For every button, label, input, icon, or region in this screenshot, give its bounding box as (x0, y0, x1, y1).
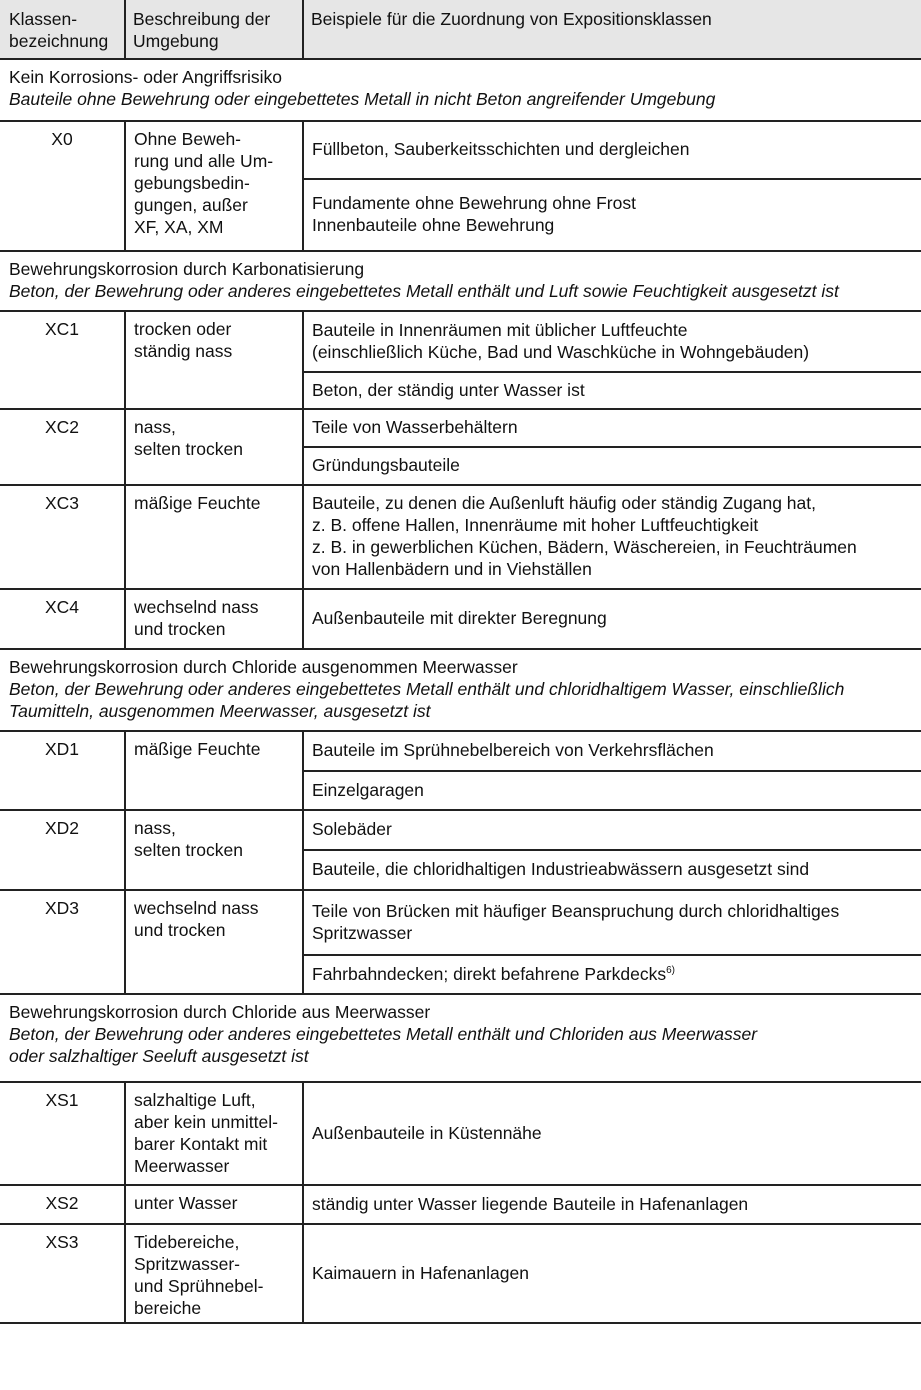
footnote-marker: 6) (666, 965, 676, 977)
header-divider (124, 0, 126, 58)
exposure-class-code: XC3 (44, 493, 80, 513)
exposure-class-code: XC2 (44, 417, 80, 437)
environment-description: wechselnd nass und trocken (134, 898, 259, 940)
example-divider (302, 446, 921, 448)
column-divider (302, 1223, 304, 1323)
example-text: Teile von Brücken mit häufiger Beanspruchung durch chloridhaltiges Spritzwasser (312, 901, 840, 943)
column-divider (302, 484, 304, 588)
exposure-class-code: XD2 (44, 818, 80, 838)
example-text: Außenbauteile in Küstennähe (312, 1123, 542, 1143)
section-title: Kein Korrosions- oder Angriffsrisiko (9, 67, 282, 87)
exposure-class-code: XD3 (44, 898, 80, 918)
example-text: Bauteile, die chloridhaltigen Industrieabwässern ausgesetzt sind (312, 859, 810, 879)
section-heading (9, 258, 914, 302)
section-separator (0, 250, 921, 252)
example-divider (302, 954, 921, 956)
environment-description: trocken oder ständig nass (134, 319, 233, 361)
header-divider (302, 0, 304, 58)
example-text: Bauteile in Innenräumen mit üblicher Luftfeuchte (einschließlich Küche, Bad und Waschküche in Wohngebäuden) (312, 320, 810, 362)
row-top-rule (0, 408, 921, 410)
section-heading (9, 656, 914, 722)
section-subtitle: Beton, der Bewehrung oder anderes eingebettetes Metall enthält und Luft sowie Feuchtigkeit ausgesetzt ist (9, 281, 839, 301)
exposure-class-code: XS3 (45, 1232, 79, 1252)
row-top-rule (0, 730, 921, 732)
row-top-rule (0, 889, 921, 891)
example-text: Bauteile, zu denen die Außenluft häufig oder ständig Zugang hat, z. B. offene Hallen, Innenräume mit hoher Luftfeuchtigkeit z. B. in gewerblichen Küchen, Bädern, Wäschereien, in Feuchträumen von Hallenbädern und in Viehställen (312, 493, 857, 579)
row-top-rule (0, 1184, 921, 1186)
column-divider (302, 588, 304, 648)
example-text: Beton, der ständig unter Wasser ist (312, 380, 585, 400)
environment-description: wechselnd nass und trocken (134, 597, 259, 639)
section-heading (9, 1001, 914, 1067)
column-divider (124, 484, 126, 588)
section-separator (0, 648, 921, 650)
example-divider (302, 849, 921, 851)
example-text: Außenbauteile mit direkter Beregnung (312, 608, 607, 628)
section-separator (0, 993, 921, 995)
column-divider (124, 588, 126, 648)
environment-description: Tidebereiche, Spritzwasser- und Sprühnebel- bereiche (134, 1232, 264, 1318)
column-divider (302, 310, 304, 408)
section-title: Bewehrungskorrosion durch Karbonatisierung (9, 259, 365, 279)
section-title: Bewehrungskorrosion durch Chloride aus Meerwasser (9, 1002, 431, 1022)
example-text: Fahrbahndecken; direkt befahrene Parkdecks$^{6)}$ (312, 964, 676, 984)
column-divider (124, 408, 126, 484)
table-bottom-rule (0, 1322, 921, 1324)
table-header (0, 0, 921, 60)
row-top-rule (0, 1223, 921, 1225)
section-title: Bewehrungskorrosion durch Chloride ausgenommen Meerwasser (9, 657, 518, 677)
column-divider (302, 120, 304, 250)
column-divider (302, 1081, 304, 1184)
environment-description: salzhaltige Luft, aber kein unmittel- barer Kontakt mit Meerwasser (134, 1090, 278, 1176)
example-text: Füllbeton, Sauberkeitsschichten und dergleichen (312, 139, 690, 159)
column-divider (124, 1223, 126, 1323)
section-subtitle: Beton, der Bewehrung oder anderes eingebettetes Metall enthält und chloridhaltigem Wasser, einschließlich Taumitteln, ausgenommen Meerwasser, ausgesetzt ist (9, 679, 845, 721)
column-divider (124, 120, 126, 250)
environment-description: mäßige Feuchte (134, 739, 261, 759)
environment-description: unter Wasser (134, 1193, 238, 1213)
row-top-rule (0, 588, 921, 590)
example-text: Gründungsbauteile (312, 455, 460, 475)
environment-description: Ohne Beweh- rung und alle Um- gebungsbedin- gungen, außer XF, XA, XM (134, 129, 274, 237)
environment-description: nass, selten trocken (134, 818, 243, 860)
row-top-rule (0, 310, 921, 312)
example-text: Kaimauern in Hafenanlagen (312, 1263, 529, 1283)
column-divider (124, 1184, 126, 1223)
section-separator (0, 58, 921, 60)
exposure-class-code: XC4 (44, 597, 80, 617)
exposure-class-code: XC1 (44, 319, 80, 339)
header-examples: Beispiele für die Zuordnung von Expositionsklassen (311, 9, 712, 29)
column-divider (302, 1184, 304, 1223)
example-text: Bauteile im Sprühnebelbereich von Verkehrsflächen (312, 740, 714, 760)
section-subtitle: Beton, der Bewehrung oder anderes eingebettetes Metall enthält und Chloriden aus Meerwasser oder salzhaltiger Seeluft ausgesetzt ist (9, 1024, 758, 1066)
exposure-class-code: XS1 (45, 1090, 79, 1110)
example-divider (302, 178, 921, 180)
example-text: Fundamente ohne Bewehrung ohne Frost Innenbauteile ohne Bewehrung (312, 193, 636, 235)
row-top-rule (0, 809, 921, 811)
exposure-class-code: XD1 (44, 739, 80, 759)
section-heading (9, 66, 914, 110)
exposure-class-code: X0 (51, 129, 73, 149)
exposure-class-code: XS2 (45, 1193, 79, 1213)
row-top-rule (0, 484, 921, 486)
column-divider (124, 809, 126, 889)
header-environment-description: Beschreibung der Umgebung (133, 9, 271, 51)
example-text: Teile von Wasserbehältern (312, 417, 518, 437)
example-divider (302, 770, 921, 772)
environment-description: nass, selten trocken (134, 417, 243, 459)
column-divider (124, 310, 126, 408)
column-divider (124, 889, 126, 993)
example-text: Einzelgaragen (312, 780, 424, 800)
row-top-rule (0, 1081, 921, 1083)
row-top-rule (0, 120, 921, 122)
column-divider (124, 730, 126, 809)
section-subtitle: Bauteile ohne Bewehrung oder eingebettetes Metall in nicht Beton angreifender Umgebung (9, 89, 716, 109)
example-text: ständig unter Wasser liegende Bauteile in Hafenanlagen (312, 1194, 749, 1214)
example-divider (302, 371, 921, 373)
column-divider (124, 1081, 126, 1184)
example-text: Solebäder (312, 819, 392, 839)
environment-description: mäßige Feuchte (134, 493, 261, 513)
header-class-name: Klassen- bezeichnung (9, 9, 109, 51)
column-divider (302, 889, 304, 993)
